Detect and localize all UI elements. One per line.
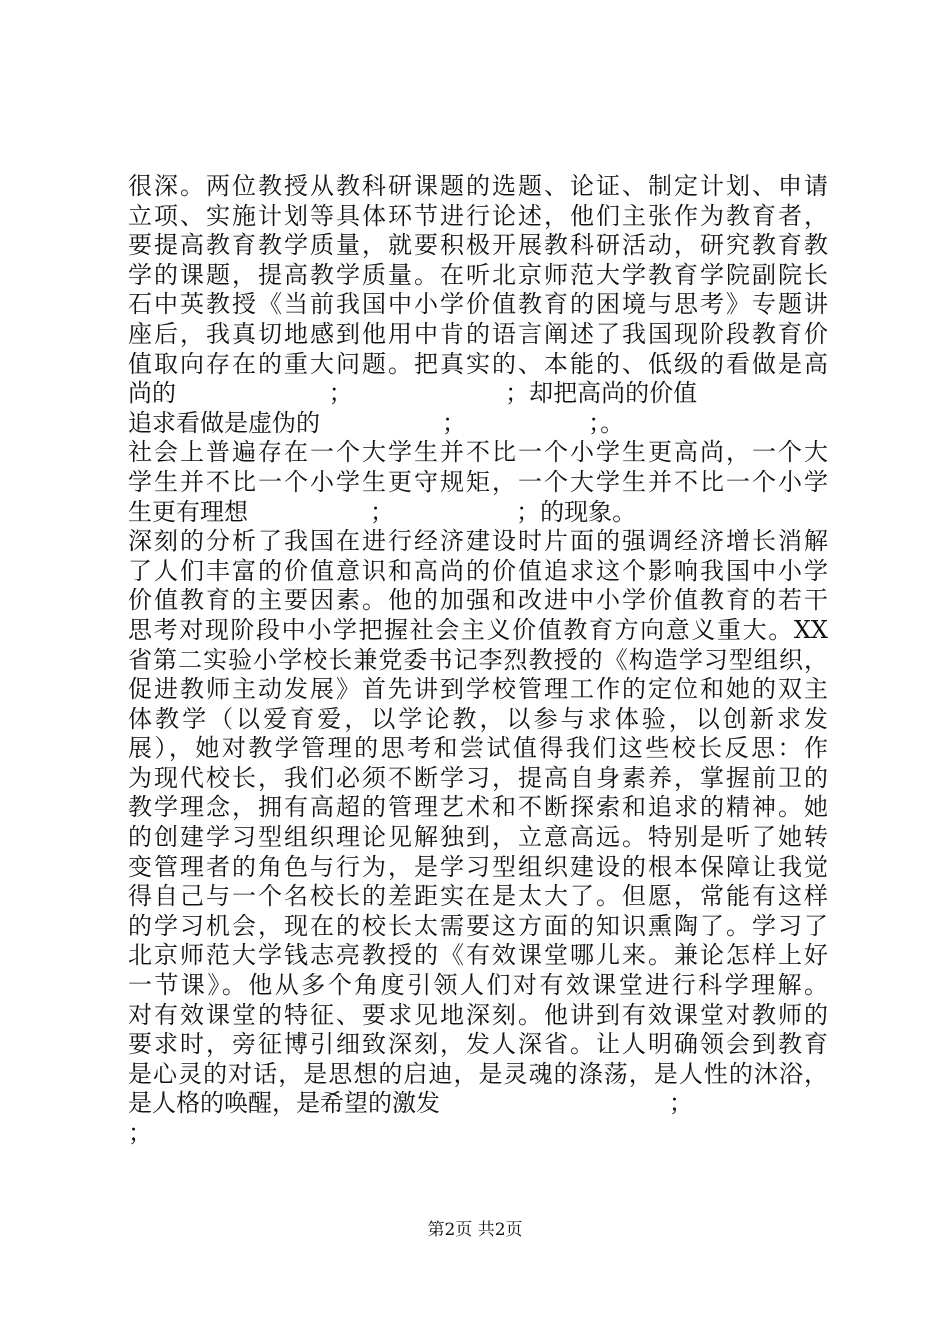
text-line: 要求时，旁征博引细致深刻，发人深省。让人明确领会到教育 bbox=[128, 1030, 828, 1059]
text-line: 值取向存在的重大问题。把真实的、本能的、低级的看做是高 bbox=[128, 349, 828, 378]
text-line: 一节课》。他从多个角度引领人们对有效课堂进行科学理解。 bbox=[128, 971, 828, 1000]
text-line: 石中英教授《当前我国中小学价值教育的困境与思考》专题讲 bbox=[128, 290, 828, 319]
text-line: 了人们丰富的价值意识和高尚的价值追求这个影响我国中小学 bbox=[128, 556, 828, 585]
text-line: 思考对现阶段中小学把握社会主义价值教育方向意义重大。XX bbox=[128, 615, 828, 644]
text-line: 是心灵的对话，是思想的启迪，是灵魂的涤荡，是人性的沐浴， bbox=[128, 1059, 828, 1088]
text-line: 座后，我真切地感到他用中肯的语言阐述了我国现阶段教育价 bbox=[128, 319, 828, 348]
text-line: 深刻的分析了我国在进行经济建设时片面的强调经济增长消解 bbox=[128, 527, 828, 556]
body-text bbox=[128, 172, 828, 1149]
text-line: 展），她对教学管理的思考和尝试值得我们这些校长反思：作 bbox=[128, 734, 828, 763]
text-line: 的学习机会，现在的校长太需要这方面的知识熏陶了。学习了 bbox=[128, 911, 828, 940]
text-line: 立项、实施计划等具体环节进行论述，他们主张作为教育者， bbox=[128, 201, 828, 230]
text-line: 尚的 ； ；却把高尚的价值 bbox=[128, 379, 698, 408]
text-line: 得自己与一个名校长的差距实在是太大了。但愿，常能有这样 bbox=[128, 882, 828, 911]
text-line: 学的课题，提高教学质量。在听北京师范大学教育学院副院长 bbox=[128, 260, 828, 289]
text-line: 变管理者的角色与行为，是学习型组织建设的根本保障让我觉 bbox=[128, 852, 828, 881]
text-line: 北京师范大学钱志亮教授的《有效课堂哪儿来。兼论怎样上好 bbox=[128, 941, 828, 970]
text-line: 是人格的唤醒，是希望的激发 ； bbox=[128, 1089, 693, 1118]
text-line: 教学理念，拥有高超的管理艺术和不断探索和追求的精神。她 bbox=[128, 793, 828, 822]
page-footer: 第2页 共2页 bbox=[427, 1220, 523, 1240]
text-line: 促进教师主动发展》首先讲到学校管理工作的定位和她的双主 bbox=[128, 675, 828, 704]
text-line: 很深。两位教授从教科研课题的选题、论证、制定计划、申请 bbox=[128, 172, 828, 200]
text-line: 为现代校长，我们必须不断学习，提高自身素养，掌握前卫的 bbox=[128, 763, 828, 792]
text-line: 学生并不比一个小学生更守规矩，一个大学生并不比一个小学 bbox=[128, 467, 828, 496]
text-line: 社会上普遍存在一个大学生并不比一个小学生更高尚，一个大 bbox=[128, 438, 828, 467]
text-line: ； bbox=[128, 1119, 152, 1147]
text-line: 价值教育的主要因素。他的加强和改进中小学价值教育的若干 bbox=[128, 586, 828, 615]
text-line: 对有效课堂的特征、要求见地深刻。他讲到有效课堂对教师的 bbox=[128, 1000, 828, 1029]
text-line: 体教学（以爱育爱，以学论教，以参与求体验，以创新求发 bbox=[128, 704, 828, 733]
text-line: 的创建学习型组织理论见解独到，立意高远。特别是听了她转 bbox=[128, 823, 828, 852]
text-line: 省第二实验小学校长兼党委书记李烈教授的《构造学习型组织， bbox=[128, 645, 828, 674]
text-line: 追求看做是虚伪的 ； ；。 bbox=[128, 408, 625, 437]
text-line: 要提高教育教学质量，就要积极开展教科研活动，研究教育教 bbox=[128, 231, 828, 260]
text-line: 生更有理想 ； ；的现象。 bbox=[128, 497, 637, 526]
